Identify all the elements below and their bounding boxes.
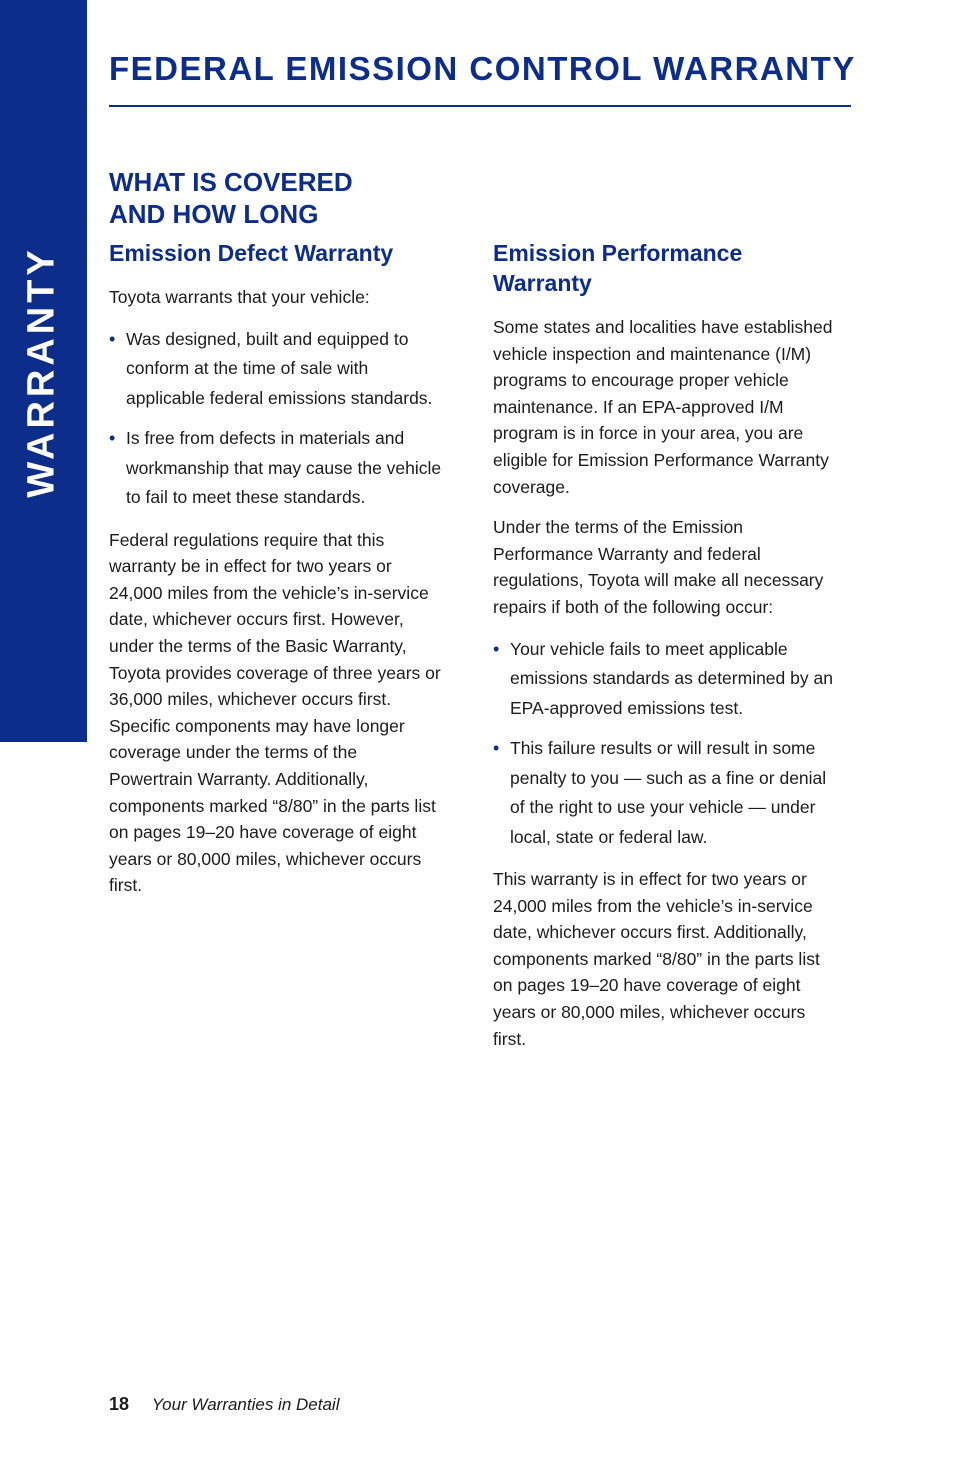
emission-defect-intro: Toyota warrants that your vehicle: bbox=[109, 287, 370, 307]
section-heading-line2: AND HOW LONG bbox=[109, 199, 319, 229]
page-footer bbox=[109, 1394, 339, 1415]
footer-text: Your Warranties in Detail bbox=[151, 1395, 340, 1414]
emission-defect-column bbox=[109, 238, 444, 913]
emission-performance-para3: This warranty is in effect for two years or 24,000 miles from the vehicle’s in-service date, whichever occurs first. Additionally, components marked “8/80” in the parts list on pages 19–20 have coverage of eight years or 80,000 miles, whichever occurs first. bbox=[493, 869, 820, 1049]
emission-defect-heading: Emission Defect Warranty bbox=[109, 240, 394, 266]
page-title: FEDERAL EMISSION CONTROL WARRANTY bbox=[109, 50, 856, 87]
section-heading bbox=[109, 166, 353, 230]
side-tab-label: WARRANTY bbox=[20, 246, 63, 498]
bullet-text: This failure results or will result in some penalty to you — such as a fine or denial of the right to use your vehicle — under local, state or federal law. bbox=[510, 738, 827, 847]
list-item bbox=[109, 325, 444, 414]
emission-performance-heading: Emission Performance Warranty bbox=[493, 240, 743, 296]
emission-performance-para1: Some states and localities have established vehicle inspection and maintenance (I/M) programs to encourage proper vehicle maintenance. If an EPA-approved I/M program is in force in your area, you are eligible for Emission Performance Warranty coverage. bbox=[493, 317, 833, 497]
bullet-icon: • bbox=[109, 428, 116, 449]
list-item bbox=[493, 734, 838, 852]
bullet-text: Was designed, built and equipped to conform at the time of sale with applicable federal emissions standards. bbox=[126, 328, 433, 408]
emission-defect-body: Federal regulations require that this warranty be in effect for two years or 24,000 miles from the vehicle’s in-service date, whichever occurs first. However, under the terms of the Basic Warranty, Toyota provides coverage of three years or 36,000 miles, whichever occurs first. Specific components may have longer coverage under the terms of the Powertrain Warranty. Additionally, components marked “8/80” in the parts list on pages 19–20 have coverage of eight years or 80,000 miles, whichever occurs first. bbox=[109, 529, 441, 896]
page-number: 18 bbox=[109, 1394, 130, 1414]
emission-defect-bullets bbox=[109, 325, 444, 513]
bullet-icon: • bbox=[493, 738, 500, 759]
list-item bbox=[493, 635, 838, 724]
emission-performance-bullets bbox=[493, 635, 838, 853]
section-heading-line1: WHAT IS COVERED bbox=[109, 167, 353, 197]
bullet-text: Is free from defects in materials and workmanship that may cause the vehicle to fail to meet these standards. bbox=[126, 428, 442, 508]
title-rule bbox=[109, 105, 851, 107]
emission-performance-para2: Under the terms of the Emission Performance Warranty and federal regulations, Toyota will make all necessary repairs if both of the following occur: bbox=[493, 517, 824, 617]
bullet-icon: • bbox=[493, 638, 500, 659]
emission-performance-column bbox=[493, 238, 838, 1066]
bullet-icon: • bbox=[109, 328, 116, 349]
bullet-text: Your vehicle fails to meet applicable emissions standards as determined by an EPA-approved emissions test. bbox=[510, 638, 833, 718]
side-tab bbox=[0, 0, 87, 742]
list-item bbox=[109, 424, 444, 513]
